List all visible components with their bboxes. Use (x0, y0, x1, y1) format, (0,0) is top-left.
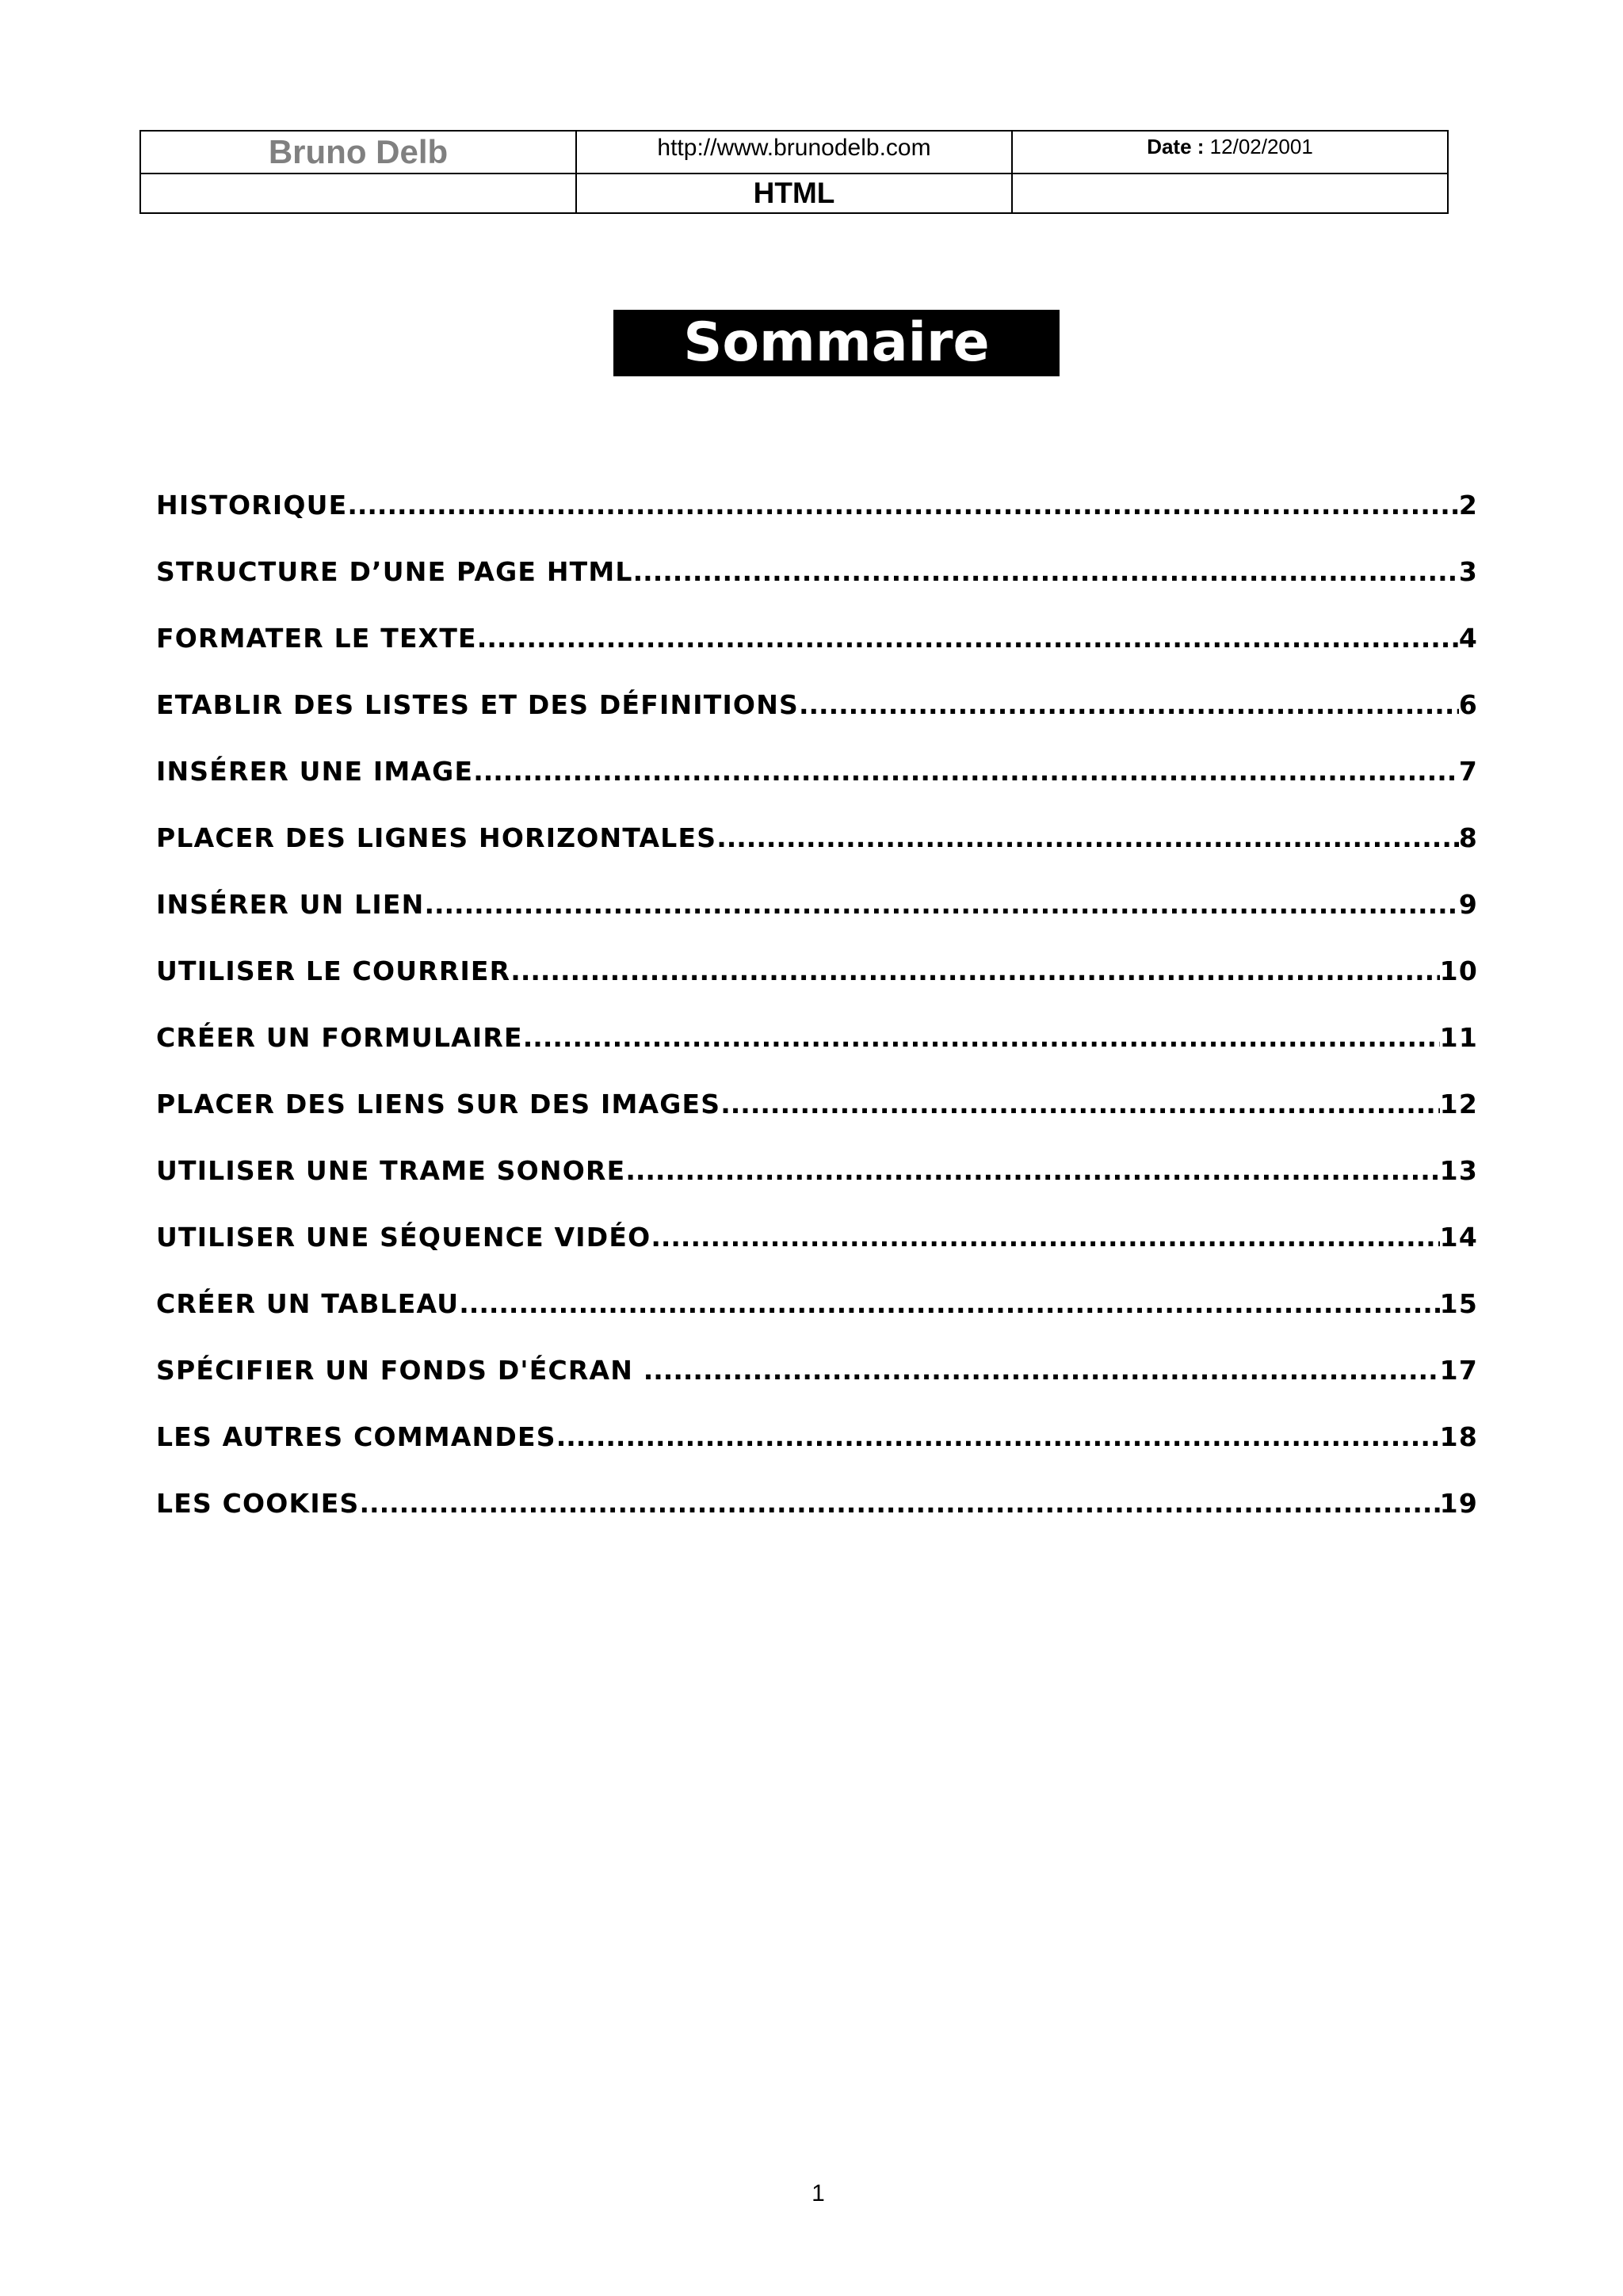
toc-dot-leader (523, 1022, 1440, 1053)
header-url-cell (576, 131, 1012, 174)
toc-entry[interactable] (156, 1222, 1478, 1288)
date-label: Date : (1147, 135, 1205, 158)
toc-entry[interactable] (156, 889, 1478, 955)
toc-entry-page: 7 (1458, 756, 1478, 787)
toc-entry[interactable] (156, 1288, 1478, 1355)
toc-entry-page: 4 (1458, 623, 1478, 654)
toc-entry-page: 15 (1439, 1288, 1478, 1319)
page-title: Sommaire (613, 310, 1060, 376)
document-date (1013, 132, 1447, 162)
toc-entry[interactable] (156, 1089, 1478, 1155)
toc-entry[interactable] (156, 623, 1478, 689)
toc-entry-page: 12 (1439, 1089, 1478, 1119)
toc-dot-leader (424, 889, 1458, 920)
toc-entry-page: 11 (1439, 1022, 1478, 1053)
toc-dot-leader (651, 1222, 1439, 1253)
toc-entry-label: FORMATER LE TEXTE (156, 623, 477, 654)
toc-entry[interactable] (156, 1022, 1478, 1089)
toc-entry-page: 17 (1439, 1355, 1478, 1386)
toc-entry-label: PLACER DES LIENS SUR DES IMAGES (156, 1089, 721, 1119)
toc-entry[interactable] (156, 1155, 1478, 1222)
toc-dot-leader (556, 1421, 1440, 1452)
document-subject: HTML (753, 177, 835, 209)
toc-entry[interactable] (156, 1421, 1478, 1488)
toc-entry[interactable] (156, 955, 1478, 1022)
toc-dot-leader (477, 623, 1459, 654)
date-value: 12/02/2001 (1209, 135, 1313, 158)
toc-entry-label: SPÉCIFIER UN FONDS D'ÉCRAN (156, 1355, 643, 1386)
toc-dot-leader (360, 1488, 1440, 1519)
toc-entry-page: 10 (1439, 955, 1478, 986)
toc-entry-page: 8 (1458, 822, 1478, 853)
toc-entry-page: 6 (1458, 689, 1478, 720)
toc-dot-leader (459, 1288, 1439, 1319)
toc-entry-label: STRUCTURE D’UNE PAGE HTML (156, 556, 633, 587)
toc-entry[interactable] (156, 756, 1478, 822)
header-subject-cell (576, 174, 1012, 213)
toc-dot-leader (510, 955, 1439, 986)
toc-dot-leader (720, 1089, 1439, 1119)
toc-dot-leader (716, 822, 1459, 853)
toc-entry[interactable] (156, 1488, 1478, 1554)
toc-entry-label: CRÉER UN FORMULAIRE (156, 1022, 523, 1053)
toc-entry-label: HISTORIQUE (156, 490, 348, 521)
toc-entry[interactable] (156, 556, 1478, 623)
toc-dot-leader (625, 1155, 1439, 1186)
header-date-cell (1012, 131, 1448, 174)
header-empty-cell-left (140, 174, 576, 213)
toc-entry-page: 19 (1439, 1488, 1478, 1519)
toc-entry-page: 13 (1439, 1155, 1478, 1186)
toc-entry-label: ETABLIR DES LISTES ET DES DÉFINITIONS (156, 689, 799, 720)
toc-entry[interactable] (156, 490, 1478, 556)
website-url: http://www.brunodelb.com (657, 135, 931, 161)
toc-entry-label: INSÉRER UNE IMAGE (156, 756, 474, 787)
toc-entry-label: UTILISER UNE TRAME SONORE (156, 1155, 626, 1186)
toc-dot-leader (347, 490, 1459, 521)
author-name: Bruno Delb (268, 133, 449, 170)
document-header (139, 130, 1449, 214)
header-empty-cell-right (1012, 174, 1448, 213)
toc-dot-leader (643, 1355, 1440, 1386)
toc-entry-label: LES AUTRES COMMANDES (156, 1421, 556, 1452)
toc-entry-label: UTILISER UNE SÉQUENCE VIDÉO (156, 1222, 651, 1253)
toc-entry-page: 3 (1458, 556, 1478, 587)
page-number: 1 (812, 2180, 825, 2206)
toc-entry-label: UTILISER LE COURRIER (156, 955, 511, 986)
toc-entry[interactable] (156, 689, 1478, 756)
toc-dot-leader (799, 689, 1459, 720)
toc-entry-page: 14 (1439, 1222, 1478, 1253)
toc-entry-page: 18 (1439, 1421, 1478, 1452)
toc-entry[interactable] (156, 1355, 1478, 1421)
header-author-cell (140, 131, 576, 174)
toc-dot-leader (473, 756, 1459, 787)
toc-entry-page: 9 (1458, 889, 1478, 920)
toc-entry-label: INSÉRER UN LIEN (156, 889, 425, 920)
toc-entry-label: CRÉER UN TABLEAU (156, 1288, 460, 1319)
toc-entry[interactable] (156, 822, 1478, 889)
toc-entry-page: 2 (1458, 490, 1478, 521)
toc-entry-label: LES COOKIES (156, 1488, 360, 1519)
toc-dot-leader (633, 556, 1459, 587)
toc-entry-label: PLACER DES LIGNES HORIZONTALES (156, 822, 717, 853)
table-of-contents (156, 490, 1478, 1554)
